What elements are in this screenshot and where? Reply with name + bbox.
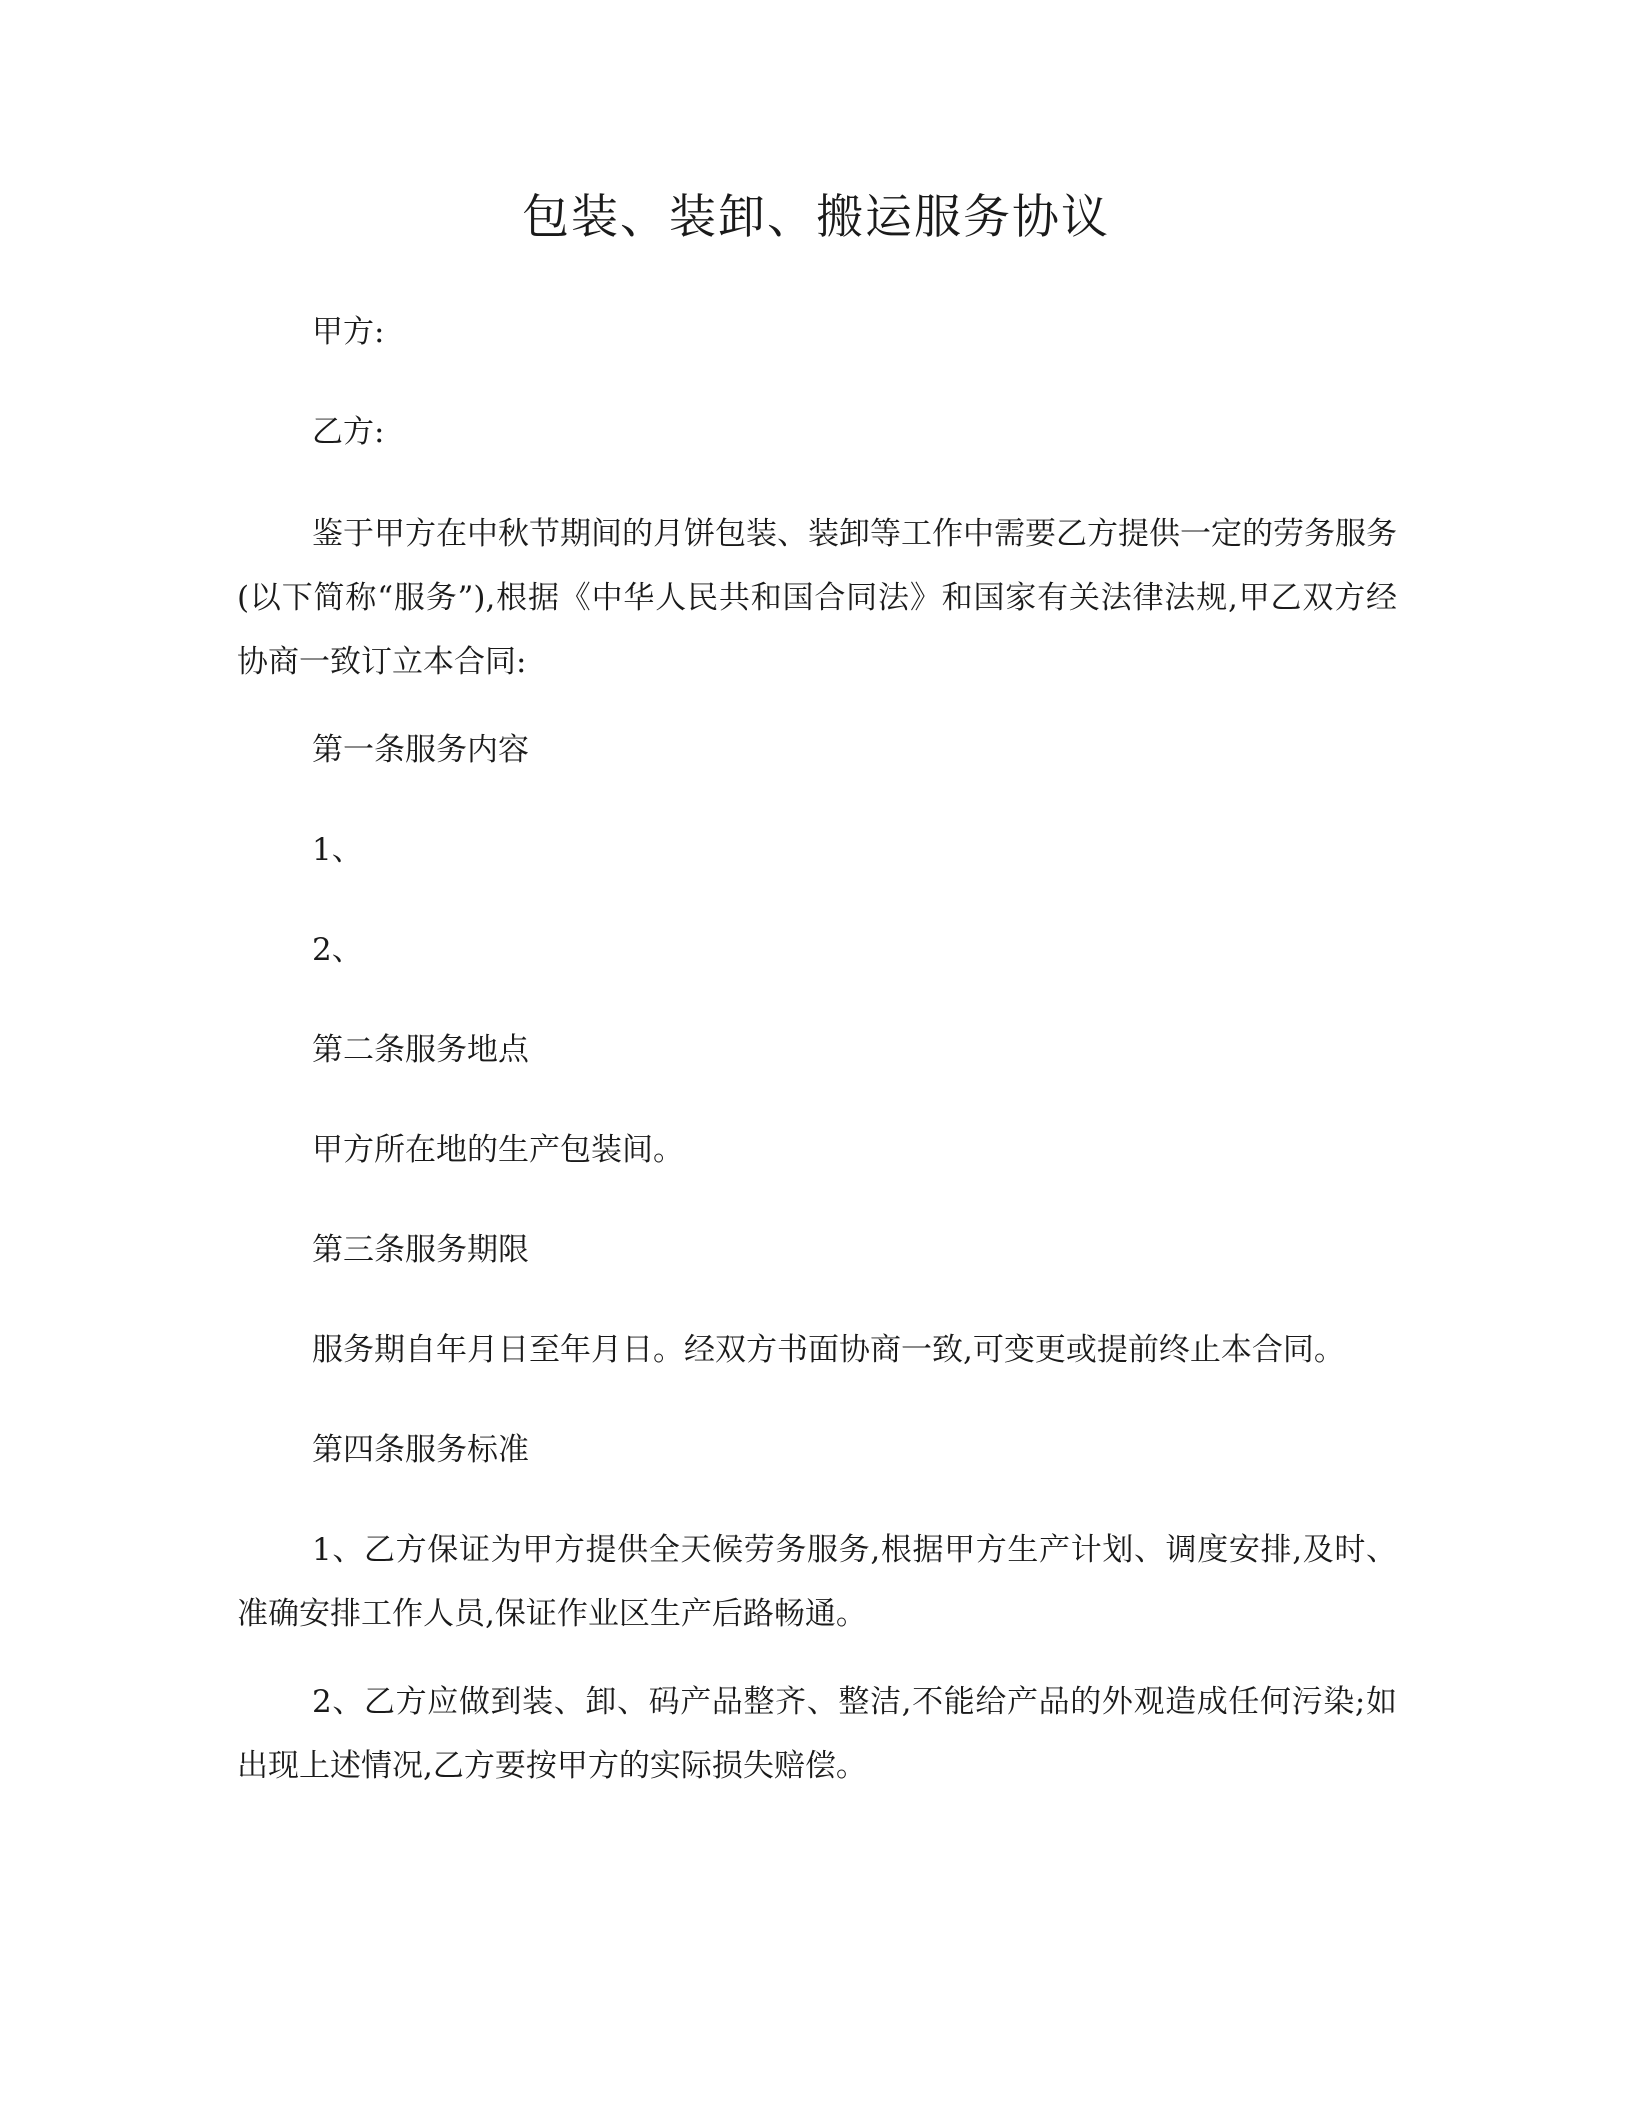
article-1-title: 第一条服务内容 (312, 732, 529, 768)
article-3-body: 服务期自年月日至年月日。经双方书面协商一致,可变更或提前终止本合同。 (312, 1332, 1345, 1368)
article-1-item-1: 1、 (312, 832, 363, 868)
party-a-label: 甲方: (312, 314, 385, 350)
article-4-item-1: 1、乙方保证为甲方提供全天候劳务服务,根据甲方生产计划、调度安排,及时、准确安排工作人员,保证作业区生产后路畅通。 (237, 1532, 1397, 1632)
article-3-title: 第三条服务期限 (312, 1232, 529, 1268)
article-2-body: 甲方所在地的生产包装间。 (312, 1132, 684, 1168)
preamble-paragraph: 鉴于甲方在中秋节期间的月饼包装、装卸等工作中需要乙方提供一定的劳务服务(以下简称“服务”),根据《中华人民共和国合同法》和国家有关法律法规,甲乙双方经协商一致订立本合同: (237, 516, 1397, 680)
article-4-item-2: 2、乙方应做到装、卸、码产品整齐、整洁,不能给产品的外观造成任何污染;如出现上述情况,乙方要按甲方的实际损失赔偿。 (237, 1684, 1397, 1784)
article-4-title: 第四条服务标准 (312, 1432, 529, 1468)
party-b-label: 乙方: (312, 414, 385, 450)
article-2-title: 第二条服务地点 (312, 1032, 529, 1068)
document-title: 包装、装卸、搬运服务协议 (522, 190, 1110, 245)
article-1-item-2: 2、 (312, 932, 363, 968)
